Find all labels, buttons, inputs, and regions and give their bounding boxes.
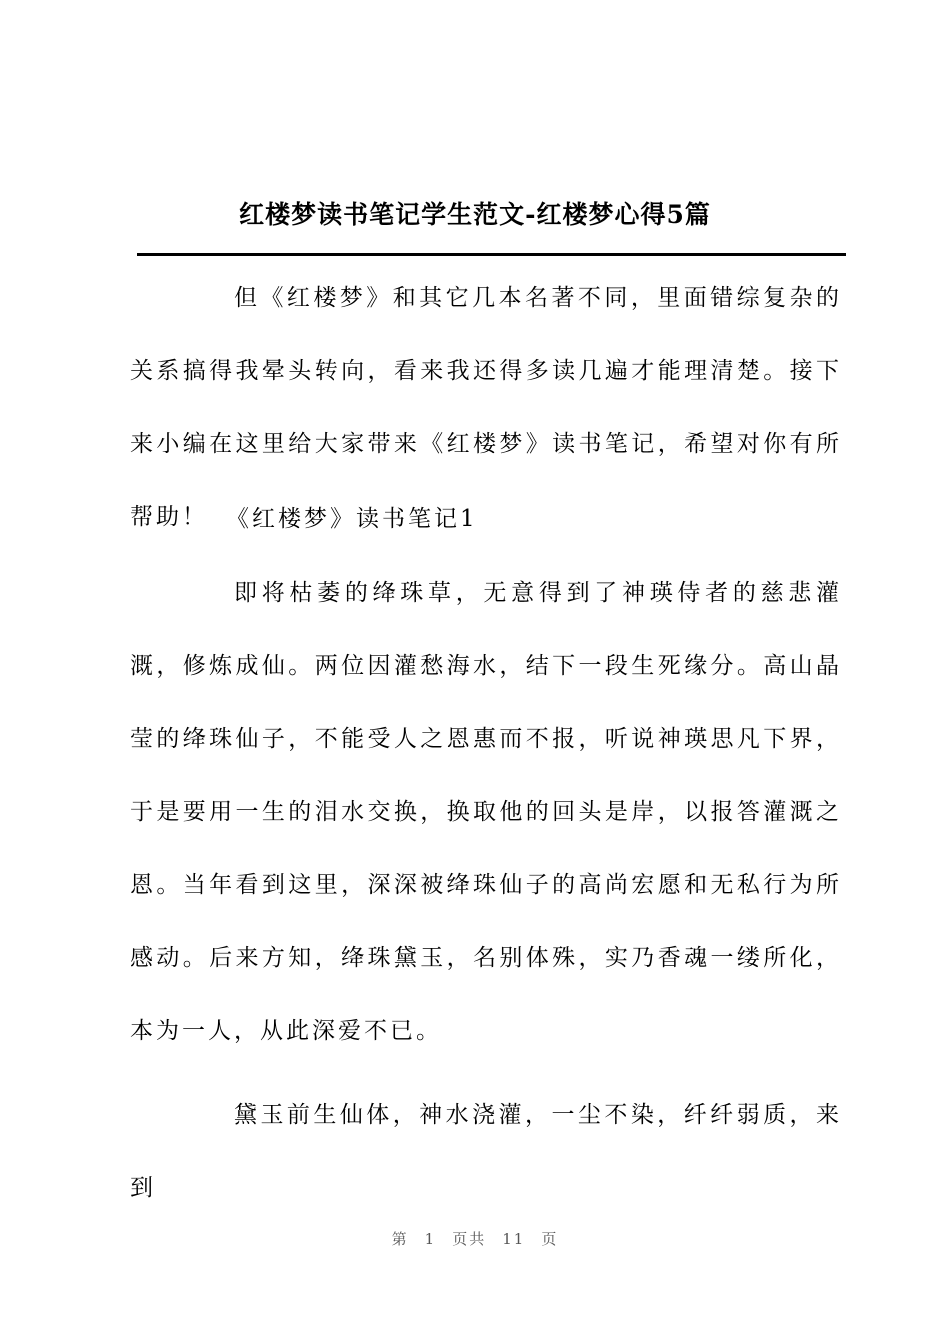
document-title: 红楼梦读书笔记学生范文-红楼梦心得5篇 [239,200,711,229]
intro-paragraph: 但《红楼梦》和其它几本名著不同，里面错综复杂的关系搞得我晕头转向，看来我还得多读几遍才能理清楚。接下来小编在这里给大家带来《红楼梦》读书笔记，希望对你有所帮助！ [130,285,842,530]
footer-prefix: 第 [391,1230,409,1248]
footer-middle: 页共 [452,1230,487,1248]
page-footer [0,1228,950,1249]
footer-current-page: 1 [424,1230,437,1248]
body-paragraph-2: 黛玉前生仙体，神水浇灌，一尘不染，纤纤弱质，来到 [130,1102,842,1201]
title-divider [137,253,846,256]
section-heading: 《红楼梦》读书笔记1 [226,506,478,532]
footer-total-pages: 11 [502,1230,526,1248]
footer-suffix: 页 [541,1230,559,1248]
body-paragraph-1: 即将枯萎的绛珠草，无意得到了神瑛侍者的慈悲灌溉，修炼成仙。两位因灌愁海水，结下一段生死缘分。高山晶莹的绛珠仙子，不能受人之恩惠而不报，听说神瑛思凡下界，于是要用一生的泪水交换，换取他的回头是岸，以报答灌溉之恩。当年看到这里，深深被绛珠仙子的高尚宏愿和无私行为所感动。后来方知，绛珠黛玉，名别体殊，实乃香魂一缕所化，本为一人，从此深爱不已。 [130,580,842,1044]
